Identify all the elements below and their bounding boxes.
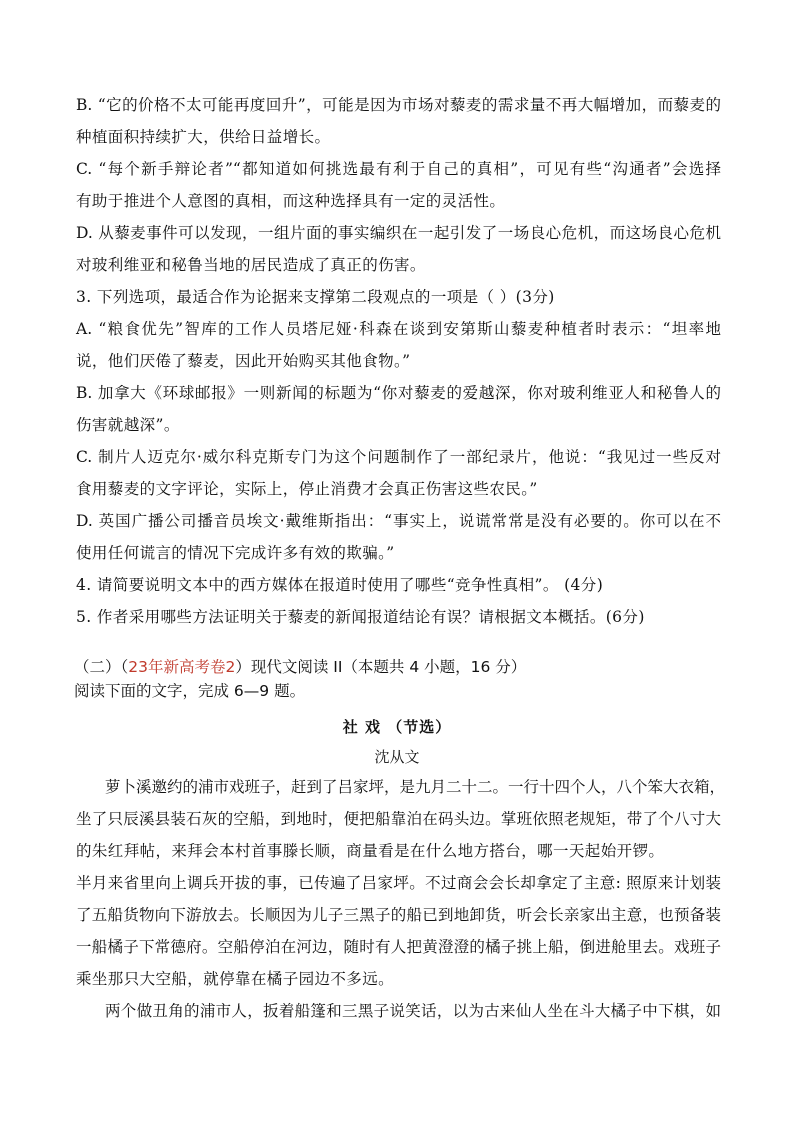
q3-stem: 3. 下列选项，最适合作为论据来支撑第二段观点的一项是（ ）(3分) <box>76 288 555 306</box>
article-line: 坐了只辰溪县装石灰的空船，到地时，便把船靠泊在码头边。掌班依照老规矩，带了个八寸大 <box>76 810 721 828</box>
q3-option-d-line2: 使用任何谎言的情况下完成许多有效的欺骗。” <box>76 544 395 562</box>
q3-option-b-line2: 伤害就越深”。 <box>76 416 180 434</box>
section2-suffix: ）现代文阅读 II（本题共 4 小题，16 分） <box>235 658 527 676</box>
q4-text: 4. 请简要说明文本中的西方媒体在报道时使用了哪些“竞争性真相”。 (4分) <box>76 576 604 594</box>
article-line: 乘坐那只大空船，就停靠在橘子园边不多远。 <box>76 970 395 988</box>
article-line: 的朱红拜帖，来拜会本村首事滕长顺，商量看是在什么地方搭台，哪一天起始开锣。 <box>76 842 665 860</box>
article-title: 社 戏 （节选） <box>342 718 452 736</box>
article-line: 两个做丑角的浦市人，扳着船篷和三黑子说笑话，以为古来仙人坐在斗大橘子中下棋，如 <box>105 1002 721 1020</box>
article-line: 一船橘子下常德府。空船停泊在河边，随时有人把黄澄澄的橘子挑上船，倒进舱里去。戏班子 <box>76 938 721 956</box>
section2-source: 23年新高考卷2 <box>128 658 236 676</box>
q3-option-c-line2: 食用藜麦的文字评论，实际上，停止消费才会真正伤害这些农民。” <box>76 480 538 498</box>
q2-option-b-line2: 种植面积持续扩大，供给日益增长。 <box>76 128 331 146</box>
q5-text: 5. 作者采用哪些方法证明关于藜麦的新闻报道结论有误？请根据文本概括。(6分) <box>76 608 645 626</box>
section2-heading <box>74 656 526 678</box>
q3-option-a-line2: 说，他们厌倦了藜麦，因此开始购买其他食物。” <box>76 352 411 370</box>
article-line: 了五船货物向下游放去。长顺因为儿子三黑子的船已到地卸货，听会长亲家出主意，也预备装 <box>76 906 721 924</box>
q2-option-c-line2: 有助于推进个人意图的真相，而这种选择具有一定的灵活性。 <box>76 192 506 210</box>
q2-option-c-line1: C. “每个新手辩论者”“都知道如何挑选最有利于自己的真相”，可见有些“沟通者”会选择 <box>76 160 721 178</box>
section2-prefix: （二）（ <box>74 658 129 676</box>
q2-option-d-line2: 对玻利维亚和秘鲁当地的居民造成了真正的伤害。 <box>76 256 426 274</box>
q3-option-d-line1: D. 英国广播公司播音员埃文·戴维斯指出：“事实上，说谎常常是没有必要的。你可以在不 <box>76 512 721 530</box>
q2-option-d-line1: D. 从藜麦事件可以发现，一组片面的事实编织在一起引发了一场良心危机，而这场良心危机 <box>76 224 721 242</box>
q3-option-a-line1: A. “粮食优先”智库的工作人员塔尼娅·科森在谈到安第斯山藜麦种植者时表示：“坦率地 <box>76 320 721 338</box>
article-author: 沈从文 <box>374 748 420 766</box>
article-line: 半月来省里向上调兵开拔的事，已传遍了吕家坪。不过商会会长却拿定了主意: 照原来计划装 <box>76 874 721 892</box>
q2-option-b-line1: B. “它的价格不太可能再度回升”，可能是因为市场对藜麦的需求量不再大幅增加，而藜麦的 <box>76 96 721 114</box>
q3-option-c-line1: C. 制片人迈克尔·威尔科克斯专门为这个问题制作了一部纪录片，他说：“我见过一些反对 <box>76 448 721 466</box>
article-line: 萝卜溪邀约的浦市戏班子，赶到了吕家坪，是九月二十二。一行十四个人，八个笨大衣箱， <box>105 778 726 796</box>
q3-option-b-line1: B. 加拿大《环球邮报》一则新闻的标题为“你对藜麦的爱越深，你对玻利维亚人和秘鲁人的 <box>76 384 721 402</box>
section2-instruction: 阅读下面的文字，完成 6—9 题。 <box>74 682 306 700</box>
